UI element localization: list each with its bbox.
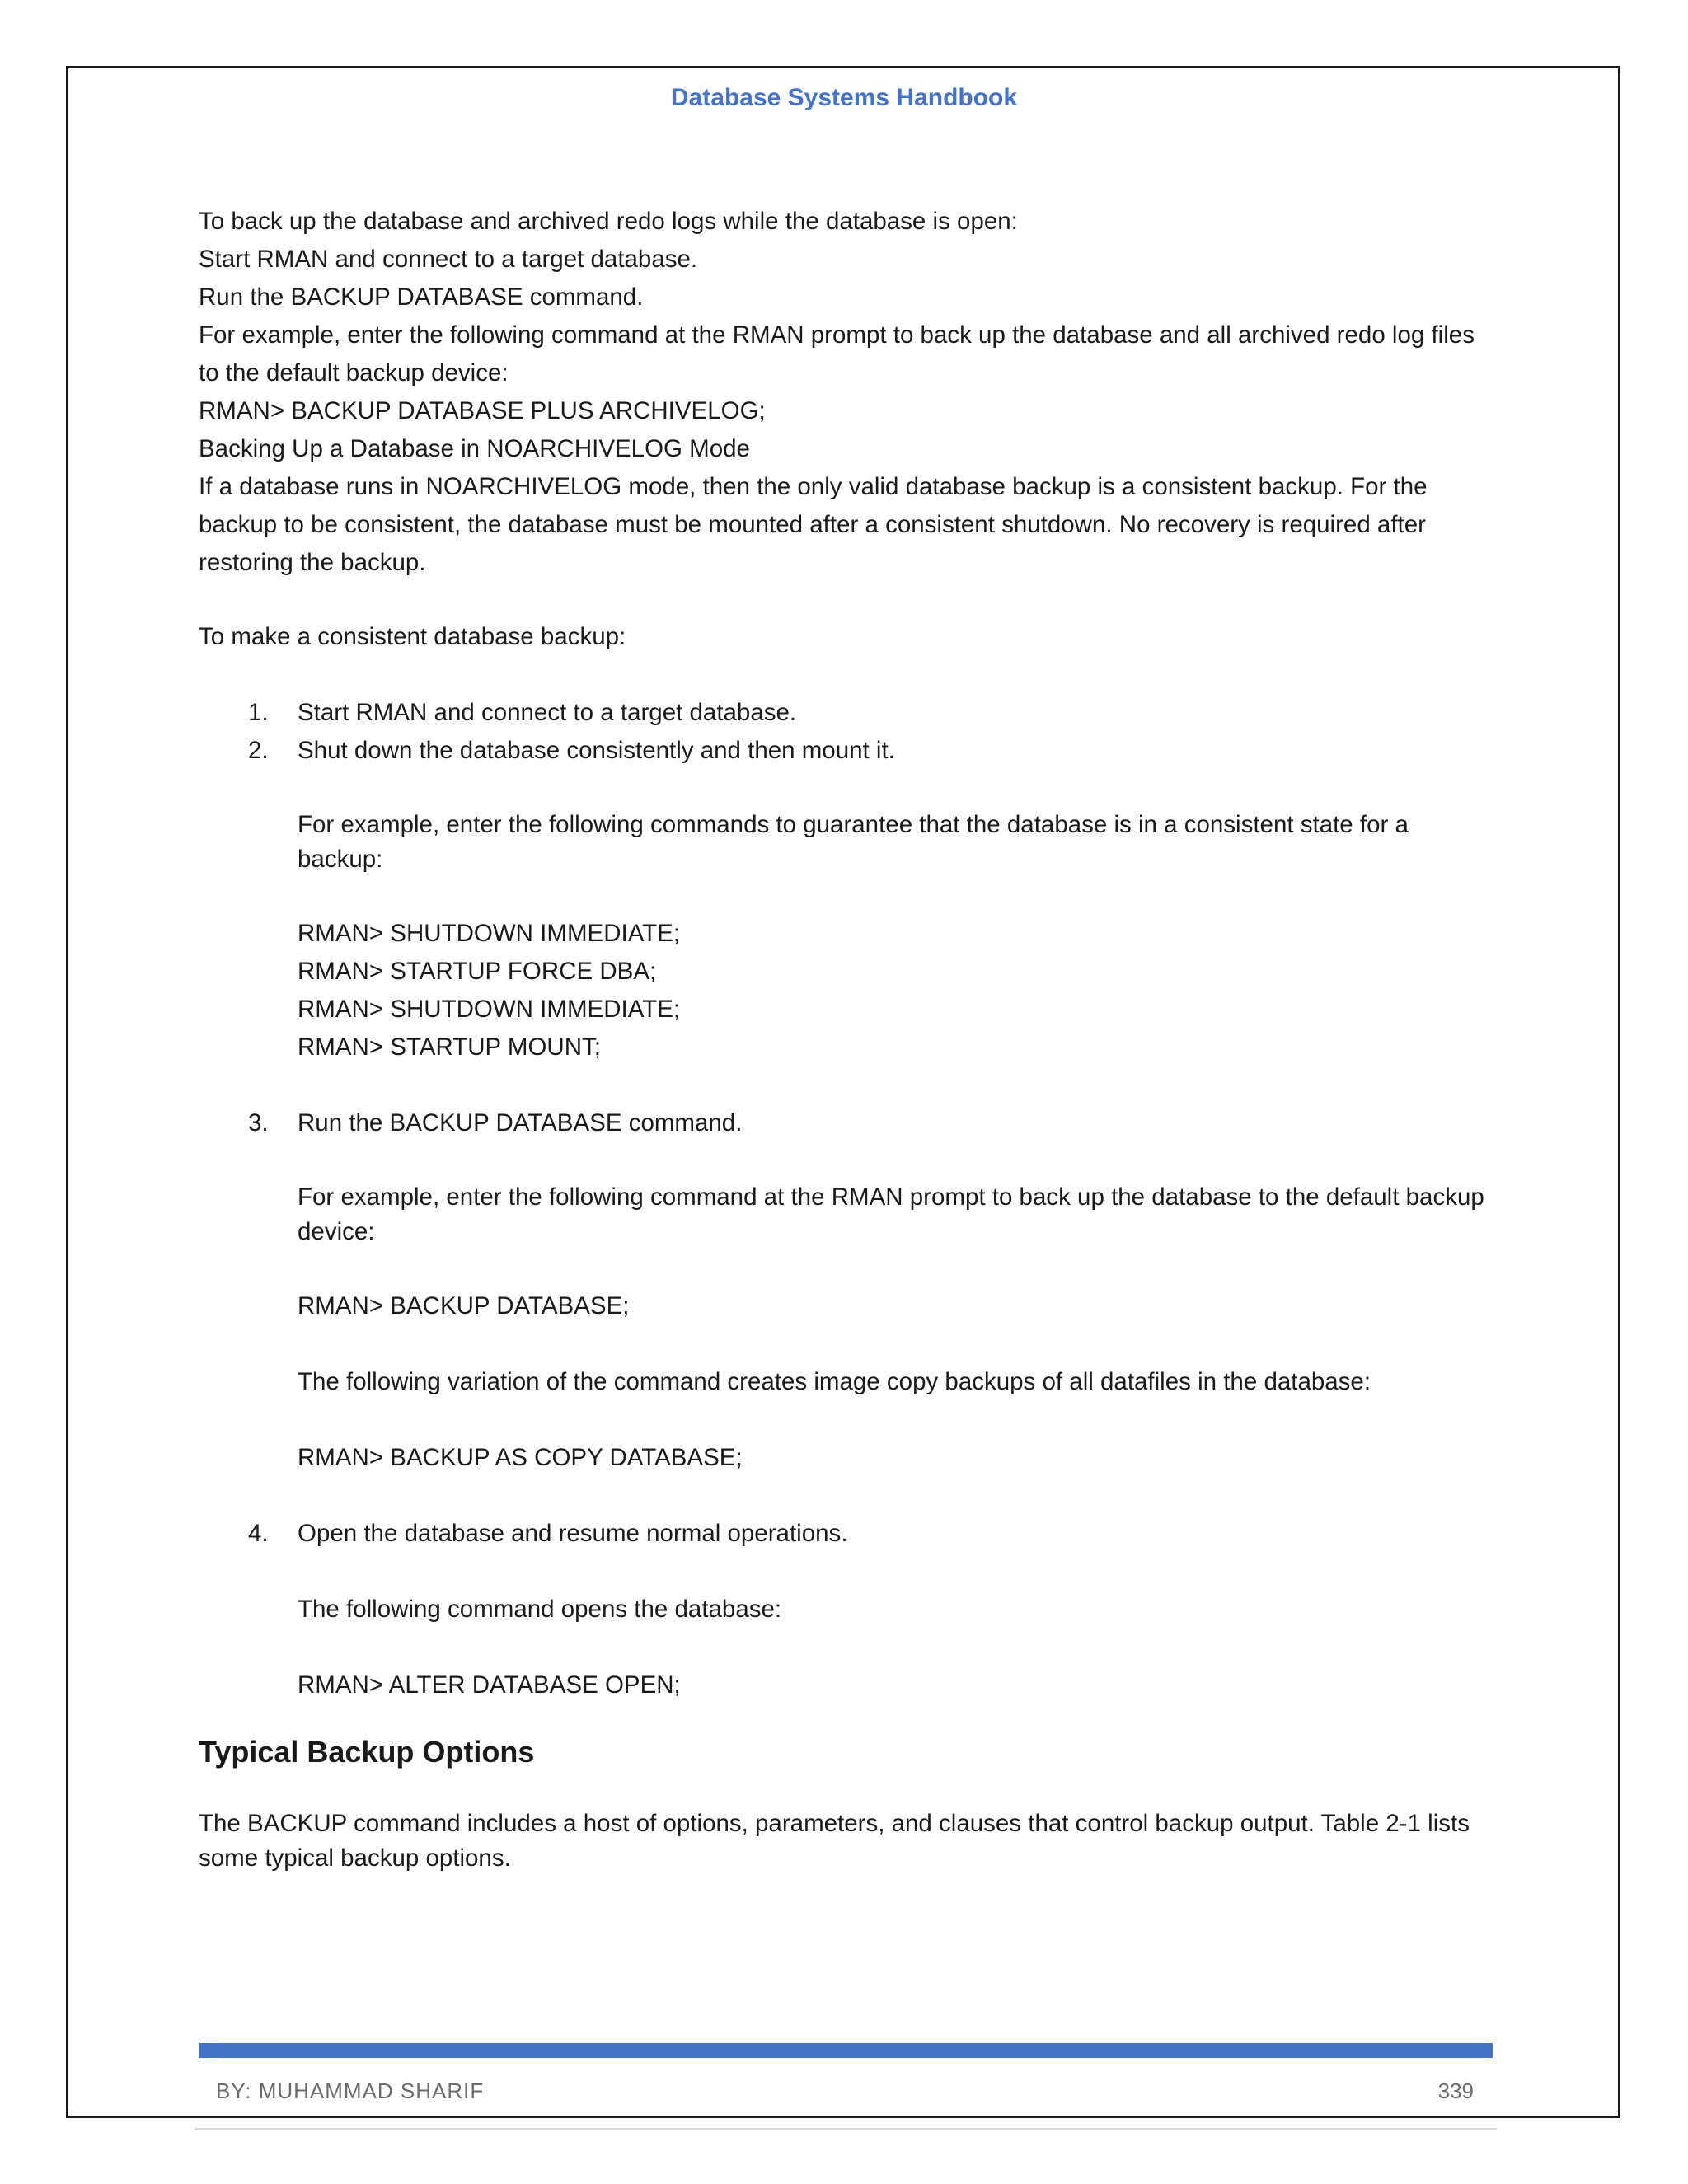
command-line: RMAN> SHUTDOWN IMMEDIATE; bbox=[298, 920, 681, 947]
subheading-text: Backing Up a Database in NOARCHIVELOG Mode bbox=[199, 435, 750, 462]
list-item bbox=[199, 694, 1493, 732]
command-line: RMAN> BACKUP DATABASE PLUS ARCHIVELOG; bbox=[199, 397, 766, 424]
list-item bbox=[199, 1515, 1493, 1553]
list-item bbox=[199, 732, 1493, 770]
step-note: The following variation of the command creates image copy backups of all datafiles in the database: bbox=[298, 1368, 1372, 1395]
footer-author: BY: MUHAMMAD SHARIF bbox=[216, 2079, 485, 2103]
list-number: 3. bbox=[248, 1109, 269, 1137]
divider bbox=[195, 2128, 1497, 2130]
intro-paragraph: Run the BACKUP DATABASE command. bbox=[199, 284, 644, 311]
intro-paragraph: For example, enter the following command at the RMAN prompt to back up the database and all archived redo log files to the default backup device: bbox=[199, 321, 1475, 387]
intro-paragraph: If a database runs in NOARCHIVELOG mode, then the only valid database backup is a consistent backup. For the backup to be consistent, the database must be mounted after a consistent shutdown. No recovery is required after restoring the backup. bbox=[199, 473, 1428, 576]
intro-paragraph: To make a consistent database backup: bbox=[199, 623, 626, 650]
step-note: For example, enter the following command at the RMAN prompt to back up the database to the default backup device: bbox=[298, 1183, 1484, 1245]
footer-accent-bar bbox=[199, 2043, 1493, 2058]
command-line: RMAN> STARTUP FORCE DBA; bbox=[298, 958, 657, 985]
command-line: RMAN> BACKUP AS COPY DATABASE; bbox=[298, 1444, 743, 1471]
list-item bbox=[199, 1104, 1493, 1142]
step-note: For example, enter the following commands to guarantee that the database is in a consistent state for a backup: bbox=[298, 811, 1409, 873]
intro-paragraph: To back up the database and archived redo logs while the database is open: bbox=[199, 208, 1018, 235]
list-item-text: Start RMAN and connect to a target database. bbox=[298, 699, 797, 726]
section-heading: Typical Backup Options bbox=[199, 1735, 535, 1769]
section-paragraph: The BACKUP command includes a host of options, parameters, and clauses that control backup output. Table 2-1 lists some typical backup options. bbox=[199, 1810, 1470, 1872]
command-line: RMAN> BACKUP DATABASE; bbox=[298, 1292, 630, 1319]
intro-paragraph: Start RMAN and connect to a target database. bbox=[199, 246, 698, 273]
page-number: 339 bbox=[1437, 2079, 1474, 2103]
command-line: RMAN> SHUTDOWN IMMEDIATE; bbox=[298, 996, 681, 1023]
command-line: RMAN> ALTER DATABASE OPEN; bbox=[298, 1671, 681, 1699]
list-item-text: Shut down the database consistently and then mount it. bbox=[298, 737, 895, 764]
list-number: 2. bbox=[248, 737, 269, 764]
running-header: Database Systems Handbook bbox=[670, 84, 1018, 111]
list-item-text: Open the database and resume normal operations. bbox=[298, 1520, 848, 1547]
list-number: 1. bbox=[248, 699, 269, 726]
steps-list bbox=[199, 694, 1493, 1704]
list-item-text: Run the BACKUP DATABASE command. bbox=[298, 1109, 743, 1137]
command-line: RMAN> STARTUP MOUNT; bbox=[298, 1033, 601, 1061]
list-number: 4. bbox=[248, 1520, 269, 1547]
page-body bbox=[199, 203, 1493, 1876]
step-note: The following command opens the database: bbox=[298, 1596, 782, 1623]
